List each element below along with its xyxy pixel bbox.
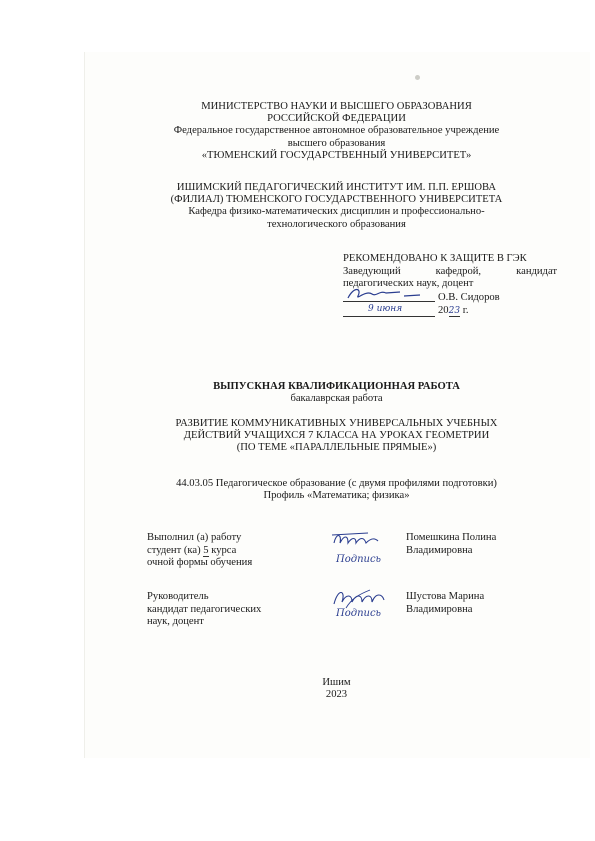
work-subtype: бакалаврская работа [290, 393, 383, 405]
ministry-line-2: РОССИЙСКОЙ ФЕДЕРАЦИИ [267, 113, 406, 125]
student-name [406, 532, 496, 557]
student-label-suffix: курса [211, 544, 237, 556]
work-title [84, 418, 589, 455]
institute-line-1: ИШИМСКИЙ ПЕДАГОГИЧЕСКИЙ ИНСТИТУТ ИМ. П.П. ЕРШОВА [176, 182, 497, 193]
work-type: ВЫПУСКНАЯ КВАЛИФИКАЦИОННАЯ РАБОТА [213, 381, 460, 392]
approval-date: 9 июня [368, 304, 403, 314]
supervisor-signature-caption: Подпись [336, 608, 382, 619]
university-name: «ТЮМЕНСКИЙ ГОСУДАРСТВЕННЫЙ УНИВЕРСИТЕТ» [201, 149, 472, 161]
ministry-line-1: МИНИСТЕРСТВО НАУКИ И ВЫСШЕГО ОБРАЗОВАНИЯ [201, 101, 472, 112]
supervisor-name [406, 591, 484, 616]
work-heading [84, 381, 589, 405]
work-title-line-2: ДЕЙСТВИЙ УЧАЩИХСЯ 7 КЛАССА НА УРОКАХ ГЕОМЕТРИИ [183, 430, 490, 442]
supervisor-label-line-3: наук, доцент [147, 616, 204, 627]
work-title-line-1: РАЗВИТИЕ КОММУНИКАТИВНЫХ УНИВЕРСАЛЬНЫХ УЧЕБНЫХ [175, 418, 498, 429]
program-profile: Профиль «Математика; физика» [263, 490, 410, 502]
department-line-2: технологического образования [267, 218, 406, 230]
approval-title: РЕКОМЕНДОВАНО К ЗАЩИТЕ В ГЭК [343, 253, 527, 264]
approval-year-handwritten: 23 [448, 306, 461, 316]
student-name-line-1: Помешкина Полина [406, 532, 497, 543]
approval-name: О.В. Сидоров [438, 292, 500, 303]
institute-line-2: (ФИЛИАЛ) ТЮМЕНСКОГО ГОСУДАРСТВЕННОГО УНИВЕРСИТЕТА [170, 194, 503, 206]
student-course-number: 5 [203, 544, 209, 556]
paper-speck [415, 75, 420, 80]
footer-city: Ишим [322, 677, 351, 688]
approval-year-suffix: г. [462, 305, 469, 316]
institute-header [84, 182, 589, 231]
student-label [147, 532, 252, 570]
student-signature-caption: Подпись [336, 554, 382, 565]
student-label-line-2 [147, 545, 252, 558]
approval-year-prefix: 20 [438, 305, 449, 316]
ministry-line-4: высшего образования [287, 137, 386, 149]
approval-signature [344, 284, 424, 304]
student-signature [328, 529, 388, 553]
footer [84, 677, 589, 701]
approval-year [438, 305, 469, 317]
approval-role-line-2: педагогических наук, доцент [343, 278, 474, 289]
work-title-line-3: (ПО ТЕМЕ «ПАРАЛЛЕЛЬНЫЕ ПРЯМЫЕ») [236, 442, 437, 454]
supervisor-label-line-1: Руководитель [147, 591, 209, 602]
study-program [84, 478, 589, 502]
footer-year: 2023 [325, 689, 348, 701]
student-label-prefix: студент (ка) [147, 544, 201, 556]
supervisor-label [147, 591, 261, 629]
ministry-line-3: Федеральное государственное автономное образовательное учреждение [173, 125, 500, 137]
supervisor-label-line-2: кандидат педагогических [147, 603, 262, 615]
ministry-header [84, 101, 589, 162]
supervisor-name-line-1: Шустова Марина [406, 591, 485, 602]
student-label-line-3: очной формы обучения [147, 557, 253, 568]
supervisor-name-line-2: Владимировна [406, 603, 473, 615]
approval-role-line-1: Заведующий кафедрой, кандидат [343, 266, 557, 277]
department-line-1: Кафедра физико-математических дисциплин и профессионально- [188, 206, 485, 218]
approval-date-line [343, 316, 435, 317]
program-code: 44.03.05 Педагогическое образование (с двумя профилями подготовки) [176, 478, 497, 489]
student-label-line-1: Выполнил (а) работу [147, 532, 242, 543]
student-name-line-2: Владимировна [406, 544, 473, 556]
